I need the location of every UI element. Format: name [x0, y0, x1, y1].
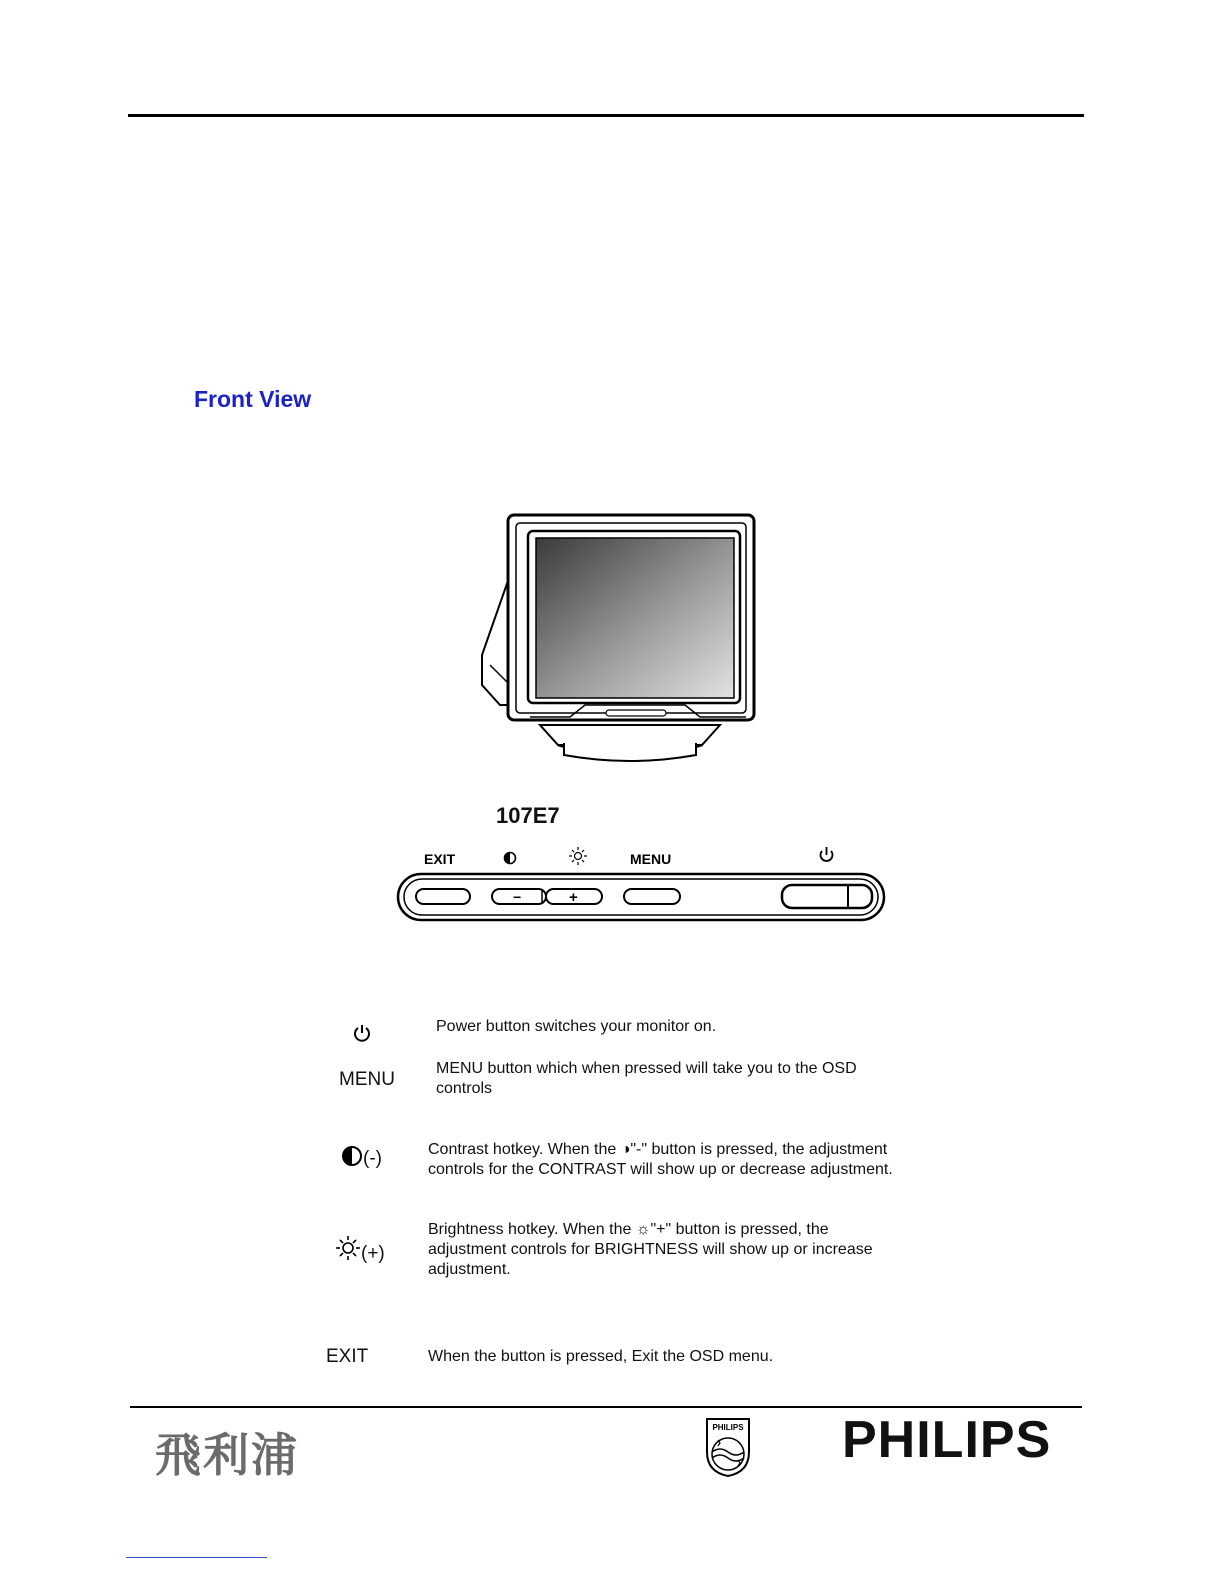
brightness-icon: [335, 1235, 361, 1261]
power-button[interactable]: [782, 885, 872, 908]
plus-sign: +: [569, 889, 578, 906]
top-rule: [128, 114, 1084, 117]
section-title: Front View: [194, 386, 312, 412]
brightness-icon: [569, 847, 587, 865]
model-label: 107E7: [496, 803, 560, 828]
bottom-rule: [130, 1406, 1082, 1408]
brightness-symbol: (+): [335, 1235, 385, 1265]
power-icon: [352, 1023, 372, 1043]
exit-symbol: EXIT: [326, 1346, 369, 1367]
monitor-illustration: [470, 505, 760, 767]
contrast-icon: [341, 1145, 363, 1167]
control-panel: [392, 842, 892, 932]
minus-sign: −: [513, 889, 522, 905]
menu-button[interactable]: [624, 889, 680, 904]
menu-symbol: MENU: [339, 1069, 395, 1090]
exit-description: When the button is pressed, Exit the OSD menu.: [428, 1348, 774, 1365]
contrast-symbol: (-): [341, 1145, 382, 1170]
contrast-description: Contrast hotkey. When the ◑"-" button is pressed, the adjustment controls for the CONTRAST will show up or decrease adjustment.: [428, 1141, 893, 1178]
menu-label: MENU: [630, 851, 672, 867]
philips-shield-logo: [704, 1416, 752, 1478]
menu-description: MENU button which when pressed will take you to the OSD controls: [436, 1060, 857, 1097]
power-description: Power button switches your monitor on.: [436, 1018, 717, 1035]
chinese-brand-logo: 飛利浦: [155, 1429, 299, 1481]
brightness-description: Brightness hotkey. When the ☼"+" button is pressed, the adjustment controls for BRIGHTNESS will show up or increase adjustment.: [428, 1221, 873, 1278]
exit-button[interactable]: [416, 889, 470, 904]
power-icon: [821, 847, 833, 861]
contrast-icon: [505, 853, 516, 864]
philips-wordmark: PHILIPS: [842, 1411, 1052, 1469]
shield-text: PHILIPS: [712, 1423, 744, 1432]
exit-label: EXIT: [424, 851, 456, 867]
footer-link-underline: [126, 1557, 267, 1558]
